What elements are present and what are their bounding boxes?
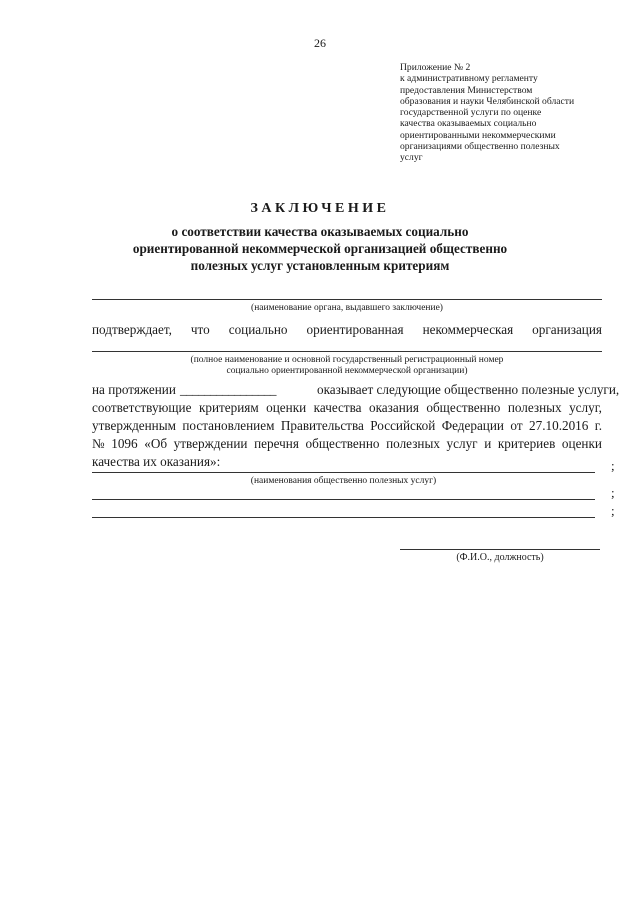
organization-fill-line[interactable] [92, 351, 602, 352]
service-semicolon: ; [611, 503, 615, 518]
paragraph-word: перечня [254, 436, 299, 451]
paragraph-word: и [484, 436, 492, 451]
paragraph-line-4 [92, 436, 602, 452]
provides-text: оказывает следующие общественно полезные услуги, [317, 382, 620, 397]
during-blank[interactable]: ________________ [180, 382, 276, 397]
paragraph-word: оценки [561, 436, 602, 451]
paragraph-word: Российской [370, 418, 436, 433]
confirm-line [92, 322, 602, 338]
appendix-line: к административному регламенту [400, 73, 538, 85]
confirm-word: что [190, 322, 210, 337]
paragraph-word: Правительства [280, 418, 364, 433]
service-semicolon: ; [611, 458, 615, 473]
service-fill-line[interactable] [92, 499, 595, 500]
document-subtitle [100, 223, 540, 274]
confirm-word: некоммерческая [422, 322, 514, 337]
paragraph-word: «Об [144, 436, 168, 451]
issuer-fill-line[interactable] [92, 299, 602, 300]
page-number: 26 [314, 36, 326, 50]
paragraph-word: постановлением [182, 418, 275, 433]
appendix-line: образования и науки Челябинской области [400, 95, 575, 107]
paragraph-word: 27.10.2016 [529, 418, 589, 433]
services-caption: (наименования общественно полезных услуг) [250, 476, 437, 486]
confirm-word: подтверждает, [92, 322, 172, 337]
paragraph-word: услуг, [569, 400, 602, 415]
signature-caption: (Ф.И.О., должность) [456, 552, 544, 563]
appendix-line: Приложение № 2 [400, 62, 471, 73]
confirm-word: организация [532, 322, 602, 337]
paragraph-word: утверждении [173, 436, 248, 451]
paragraph-line-2 [92, 400, 602, 416]
paragraph-word: утвержденным [92, 418, 176, 433]
signature-fill-line[interactable] [400, 549, 600, 550]
paragraph-word: № [92, 436, 105, 451]
confirm-word: социально [228, 322, 288, 337]
organization-caption-line: (полное наименование и основной государственный регистрационный номер [190, 355, 504, 365]
organization-caption-line: социально ориентированной некоммерческой организации) [226, 366, 468, 376]
appendix-line: организациями общественно полезных [400, 141, 560, 153]
paragraph-word: соответствующие [92, 400, 192, 415]
service-semicolon: ; [611, 485, 615, 500]
paragraph-line-5: качества их оказания»: [92, 454, 221, 469]
subtitle-line: о соответствии качества оказываемых социально [171, 224, 469, 239]
service-fill-line[interactable] [92, 472, 595, 473]
paragraph-word: Федерации [441, 418, 504, 433]
paragraph-word: полезных [507, 400, 562, 415]
paragraph-word: услуг [446, 436, 478, 451]
appendix-line: качества оказываемых социально [400, 118, 537, 130]
paragraph-word: критериям [198, 400, 259, 415]
paragraph-word: критериев [497, 436, 556, 451]
appendix-line: услуг [400, 152, 423, 164]
paragraph-word: полезных [386, 436, 440, 451]
confirm-word: ориентированная [306, 322, 404, 337]
appendix-block [400, 62, 610, 164]
service-fill-line[interactable] [92, 517, 595, 518]
paragraph-word: общественно [426, 400, 501, 415]
organization-caption [92, 355, 602, 377]
paragraph-word: 1096 [111, 436, 138, 451]
paragraph-line-3 [92, 418, 602, 434]
paragraph-word: оказания [369, 400, 419, 415]
paragraph-word: г. [594, 418, 602, 433]
appendix-line: государственной услуги по оценке [400, 107, 542, 119]
paragraph-word: общественно [305, 436, 380, 451]
subtitle-line: полезных услуг установленным критериям [190, 258, 450, 273]
paragraph-word: от [510, 418, 523, 433]
appendix-line: ориентированными некоммерческими [400, 129, 556, 141]
paragraph-word: оценки [266, 400, 307, 415]
subtitle-line: ориентированной некоммерческой организацией общественно [132, 241, 508, 256]
appendix-line: предоставления Министерством [400, 84, 533, 96]
document-title: ЗАКЛЮЧЕНИЕ [250, 201, 390, 216]
issuer-caption: (наименование органа, выдавшего заключение) [251, 303, 443, 313]
during-label: на протяжении [92, 382, 176, 397]
paragraph-word: качества [313, 400, 362, 415]
